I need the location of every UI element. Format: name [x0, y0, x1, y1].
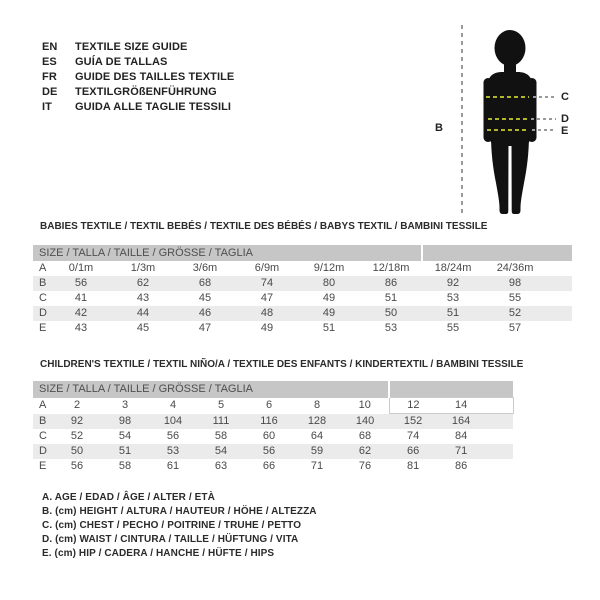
table-cell: 92	[422, 276, 484, 291]
table-cell: 68	[358, 430, 372, 442]
spacer-cell	[485, 414, 513, 430]
table-cell: 74	[236, 276, 298, 291]
babies-size-table	[33, 245, 572, 336]
waist-measure-line-extension	[531, 118, 556, 120]
table-row	[33, 414, 513, 430]
table-row	[33, 459, 513, 474]
waist-measure-line	[488, 118, 528, 120]
language-label: GUIDA ALLE TAGLIE TESSILI	[75, 101, 232, 113]
language-label: TEXTILGRÖßENFÜHRUNG	[75, 86, 217, 98]
height-measure-line	[461, 25, 463, 214]
legend-item-hip: E. (cm) HIP / CADERA / HANCHE / HÜFTE / HIPS	[42, 548, 275, 559]
table-cell: 64	[310, 430, 324, 442]
table-cell: 98	[101, 414, 149, 430]
row-label: A	[39, 262, 47, 274]
table-cell: 53	[149, 444, 197, 459]
language-code: FR	[42, 71, 57, 83]
table-cell: 46	[174, 306, 236, 321]
table-row	[33, 429, 513, 444]
language-row-en	[42, 40, 234, 55]
table-cell: 140	[341, 414, 389, 430]
table-cell: 60	[262, 430, 276, 442]
language-label: TEXTILE SIZE GUIDE	[75, 41, 188, 53]
table-cell: 49	[322, 292, 336, 304]
size-header-row	[33, 245, 572, 261]
table-cell: 68	[174, 276, 236, 291]
language-label: GUÍA DE TALLAS	[75, 56, 168, 68]
table-cell: 56	[245, 444, 293, 459]
table-cell: 74	[406, 430, 420, 442]
babies-section-title: BABIES TEXTILE / TEXTIL BEBÉS / TEXTILE DES BÉBÉS / BABYS TEXTIL / BAMBINI TESSILE	[40, 221, 488, 232]
size-header-cell-extension	[389, 381, 513, 398]
table-cell: 6	[265, 399, 273, 411]
table-cell: 12/18m	[372, 262, 410, 274]
table-cell: 43	[136, 292, 150, 304]
table-cell: 111	[197, 414, 245, 430]
legend-item-height: B. (cm) HEIGHT / ALTURA / HAUTEUR / HÖHE / ALTEZZA	[42, 506, 317, 517]
table-cell: 59	[293, 444, 341, 459]
table-row	[33, 321, 572, 336]
chest-measure-line-extension	[533, 96, 556, 98]
spacer-cell	[485, 429, 513, 444]
table-cell: 51	[322, 322, 336, 334]
row-label: B	[33, 414, 53, 430]
table-cell: 0/1m	[68, 262, 94, 274]
table-cell: 61	[166, 460, 180, 472]
table-cell: 51	[422, 306, 484, 321]
table-cell: 55	[446, 322, 460, 334]
table-cell: 41	[74, 292, 88, 304]
table-cell: 58	[214, 430, 228, 442]
table-cell: 57	[508, 322, 522, 334]
table-cell: 4	[169, 399, 177, 411]
table-cell: 51	[384, 292, 398, 304]
size-header-cell-extension	[422, 245, 572, 261]
table-cell: 128	[293, 414, 341, 430]
spacer-cell	[485, 444, 513, 459]
table-cell: 84	[454, 430, 468, 442]
figure-label-hip: E	[561, 125, 569, 137]
table-cell: 47	[260, 292, 274, 304]
table-cell: 1/3m	[130, 262, 156, 274]
size-header-row	[33, 381, 513, 398]
table-cell: 48	[236, 306, 298, 321]
table-cell: 24/36m	[496, 262, 534, 274]
hip-measure-line	[487, 129, 529, 131]
table-cell: 53	[384, 322, 398, 334]
table-cell: 3/6m	[192, 262, 218, 274]
table-row	[33, 444, 513, 459]
legend-item-waist: D. (cm) WAIST / CINTURA / TAILLE / HÜFTUNG / VITA	[42, 534, 299, 545]
legend-item-age: A. AGE / EDAD / ÂGE / ALTER / ETÀ	[42, 492, 215, 503]
legend-item-chest: C. (cm) CHEST / PECHO / POITRINE / TRUHE / PETTO	[42, 520, 302, 531]
table-cell: 14	[437, 398, 485, 414]
spacer-cell	[546, 261, 572, 276]
table-cell: 63	[214, 460, 228, 472]
child-silhouette	[480, 28, 540, 215]
chest-measure-line	[486, 96, 529, 98]
table-row	[33, 291, 572, 306]
table-cell: 86	[360, 276, 422, 291]
table-cell: 54	[197, 444, 245, 459]
table-cell: 152	[389, 414, 437, 430]
table-cell: 49	[298, 306, 360, 321]
table-row	[33, 398, 513, 414]
table-cell: 9/12m	[313, 262, 345, 274]
spacer-cell	[546, 291, 572, 306]
table-row	[33, 306, 572, 321]
table-cell: 8	[313, 399, 321, 411]
table-cell: 43	[74, 322, 88, 334]
table-cell: 56	[70, 460, 84, 472]
table-cell: 62	[341, 444, 389, 459]
row-label: C	[39, 292, 47, 304]
row-label: D	[33, 444, 53, 459]
table-cell: 6/9m	[254, 262, 280, 274]
table-cell: 5	[217, 399, 225, 411]
table-cell: 164	[437, 414, 485, 430]
measurement-figure	[430, 15, 595, 225]
table-cell: 45	[198, 292, 212, 304]
table-cell: 104	[149, 414, 197, 430]
table-cell: 98	[484, 276, 546, 291]
language-row-it	[42, 100, 234, 115]
language-code: ES	[42, 56, 57, 68]
spacer-cell	[485, 459, 513, 474]
hip-measure-line-extension	[532, 129, 556, 131]
table-cell: 58	[118, 460, 132, 472]
table-cell: 81	[406, 460, 420, 472]
language-code: EN	[42, 41, 58, 53]
table-cell: 10	[358, 399, 371, 411]
language-code: DE	[42, 86, 58, 98]
row-label: C	[39, 430, 47, 442]
table-cell: 49	[260, 322, 274, 334]
table-cell: 56	[166, 430, 180, 442]
table-cell: 80	[298, 276, 360, 291]
table-cell: 47	[198, 322, 212, 334]
table-cell: 62	[112, 276, 174, 291]
table-cell: 51	[101, 444, 149, 459]
table-row	[33, 261, 572, 276]
table-cell: 92	[53, 414, 101, 430]
table-cell: 52	[70, 430, 84, 442]
spacer-cell	[485, 398, 513, 414]
language-row-es	[42, 55, 234, 70]
table-cell: 45	[136, 322, 150, 334]
table-cell: 66	[389, 444, 437, 459]
table-cell: 71	[310, 460, 324, 472]
table-cell: 55	[508, 292, 522, 304]
table-cell: 3	[121, 399, 129, 411]
table-cell: 71	[437, 444, 485, 459]
language-row-de	[42, 85, 234, 100]
table-cell: 2	[73, 399, 81, 411]
children-section-title: CHILDREN'S TEXTILE / TEXTIL NIÑO/A / TEXTILE DES ENFANTS / KINDERTEXTIL / BAMBINI TESSILE	[40, 359, 524, 370]
spacer-cell	[546, 321, 572, 336]
row-label: D	[33, 306, 50, 321]
table-cell: 18/24m	[434, 262, 472, 274]
table-cell: 12	[389, 398, 437, 414]
size-header-cell: SIZE / TALLA / TAILLE / GRÖSSE / TAGLIA	[33, 245, 422, 261]
figure-label-height: B	[435, 122, 443, 134]
language-label: GUIDE DES TAILLES TEXTILE	[75, 71, 235, 83]
size-header-cell: SIZE / TALLA / TAILLE / GRÖSSE / TAGLIA	[33, 381, 389, 398]
language-row-fr	[42, 70, 234, 85]
table-row	[33, 276, 572, 291]
language-header	[42, 40, 234, 115]
row-label: E	[39, 460, 47, 472]
table-cell: 42	[50, 306, 112, 321]
figure-label-chest: C	[561, 91, 569, 103]
table-cell: 116	[245, 414, 293, 430]
children-size-table	[33, 381, 514, 474]
table-cell: 54	[118, 430, 132, 442]
measurement-legend	[42, 491, 317, 561]
spacer-cell	[546, 306, 572, 321]
row-label: A	[39, 399, 47, 411]
table-cell: 52	[484, 306, 546, 321]
spacer-cell	[546, 276, 572, 291]
figure-label-waist: D	[561, 113, 569, 125]
table-cell: 53	[446, 292, 460, 304]
table-cell: 56	[50, 276, 112, 291]
table-cell: 66	[262, 460, 276, 472]
table-cell: 50	[53, 444, 101, 459]
table-cell: 44	[112, 306, 174, 321]
row-label: E	[39, 322, 47, 334]
table-cell: 50	[360, 306, 422, 321]
table-cell: 76	[358, 460, 372, 472]
table-cell: 86	[454, 460, 468, 472]
language-code: IT	[42, 101, 52, 113]
row-label: B	[33, 276, 50, 291]
